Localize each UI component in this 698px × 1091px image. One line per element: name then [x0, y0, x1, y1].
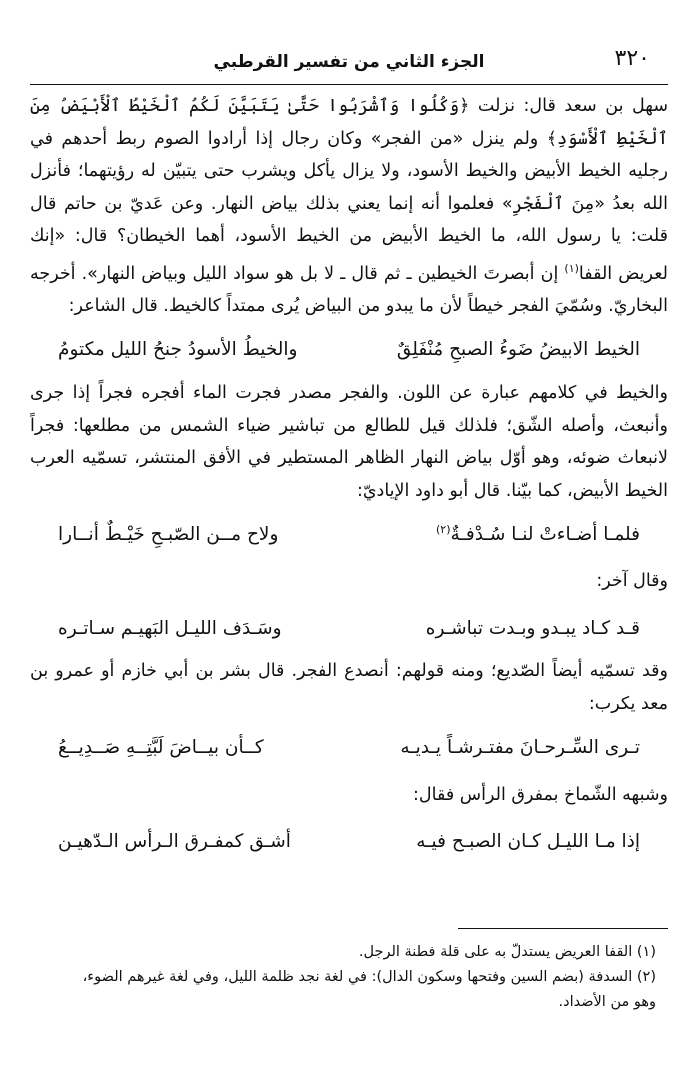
text-run: أبصرتَ الخيطين ـ ثم قال ـ لا بل هو سواد الليل وبياض النهار». أخرجه البخاريّ. وسُمّيَ — [30, 263, 668, 317]
text-run: لانبعاث ضوئه، وهو أوّل بياض النهار الظاهر المستطير في الأفق المنتشر، تسمّيه العرب — [30, 448, 668, 469]
intro-text: وشبهه الشّماخ بمفرق الرأس فقال: — [413, 784, 668, 805]
poetry-verse-5 — [30, 815, 668, 869]
text-run: الفجر خيطاً لأن ما يبدو من البياض يُرى ممتداً كالخيط. قال الشاعر: — [68, 296, 550, 317]
verse-second-hemistich: وسَـدَف الليـل البَهيـم سـاتـره — [58, 617, 282, 639]
text-run: معد يكرب: — [588, 693, 668, 714]
footnote-1: (١) القفا العريض يستدلّ به على قلة فطنة الرجل. — [358, 944, 656, 960]
poetry-verse-1 — [30, 323, 668, 377]
poetry-verse-2 — [30, 507, 668, 561]
intro-text: وقال آخر: — [596, 571, 668, 592]
page-number: ٣٢٠ — [614, 46, 650, 71]
verse-second-hemistich: كــأن بيــاضَ لَبَّتِــهِ صَــدِيــعُ — [58, 737, 264, 759]
running-title: الجزء الثاني من تفسير القرطبي — [213, 52, 485, 72]
quran-verse: مِنَ — [571, 193, 595, 214]
text-run: الخيط الأبيض، كما بيّنا. قال أبو داود الإياديّ: — [356, 480, 668, 501]
text-run: وأنبعث، وأصله الشّق؛ فلذلك قيل للطالع من تباشير ضياء الشمس من مطلعها: فجراً — [30, 415, 668, 436]
text-run: الأبيض والخيط الأسود، ولا يزال يأكل ويشرب حتى يتبيّن له رؤيتهما؛ فأنزل الله بعدُ « — [30, 161, 668, 214]
footnote-2-continuation: وهو من الأضداد. — [558, 994, 656, 1010]
paragraph-1 — [30, 90, 668, 323]
text-run: والخيط في كلامهم عبارة عن اللون. والفجر مصدر فجرت الماء أفجره فجراً إذا جرى — [30, 382, 668, 403]
footnote-divider — [458, 928, 668, 929]
verse-first-hemistich: الخيط الابيضُ ضَوءُ الصبحِ مُنْفَلِقٌ — [396, 339, 640, 361]
verse-first-hemistich: قـد كـاد يبـدو وبـدت تباشـره — [425, 617, 640, 639]
text-run: ولم ينزل «من الفجر» وكان رجال إذا أرادوا الصوم ربط أحدهم في رجليه الخيط — [30, 128, 668, 182]
verse-first-hemistich: تـرى السِّـرحـانَ مفتـرشـاً يـديـه — [400, 737, 640, 759]
hemistich-text: فلمـا أضـاءتْ لنـا سُـدْفـةٌ — [450, 524, 640, 546]
text-run: » فعلموا أنه إنما يعني بذلك بياض النهار. وعن عَديّ بن حاتم قال قلت: يا رسول — [30, 193, 668, 247]
text-run: الله، ما الخيط الأبيض من الخيط الأسود، أهما الخيطان؟ قال: «إنك لعريض القفا — [30, 226, 668, 284]
page-header — [30, 44, 668, 85]
poetry-verse-3 — [30, 601, 668, 655]
verse-intro-5 — [30, 775, 668, 815]
text-run: إن — [540, 263, 565, 284]
quran-verse: ﴿وَكُلُوا وَٱشْرَبُوا حَتَّىٰ يَتَبَيَّنَ لَكُمُ ٱلْخَيْطُ ٱلْأَبْيَضُ مِنَ ٱلْخَيْطِ — [30, 96, 668, 149]
page — [30, 0, 668, 1091]
quran-verse: ٱلْفَجْرِ — [512, 193, 564, 214]
verse-intro-3 — [30, 561, 668, 601]
text-run: وقد تسمّيه أيضاً الصّديع؛ ومنه قولهم: أنصدع الفجر. قال بشر بن أبي خازم أو عمرو بن — [30, 661, 668, 682]
footnotes — [40, 940, 656, 1015]
paragraph-2 — [30, 377, 668, 507]
poetry-verse-4 — [30, 721, 668, 775]
footnote-ref-1[interactable]: (١) — [564, 261, 579, 275]
footnote-ref-2[interactable]: (٢) — [436, 523, 451, 537]
verse-second-hemistich: أشـق كمفـرق الـرأس الـدّهيـن — [58, 831, 291, 853]
footnote-2: (٢) السدفة (بضم السين وفتحها وسكون الدال): في لغة نجد ظلمة الليل، وفي لغة غيرهم الضوء، — [82, 969, 656, 985]
verse-first-hemistich: إذا مـا الليـل كـان الصبـح فيـه — [416, 831, 640, 853]
paragraph-3 — [30, 655, 668, 720]
verse-second-hemistich: ولاح مــن الصّبـحِ خَيْـطٌ أنــارا — [58, 523, 279, 545]
verse-second-hemistich: والخيطُ الأسودُ جنحُ الليل مكتومُ — [58, 339, 298, 361]
text-run: سهل بن سعد قال: نزلت — [469, 96, 668, 116]
quran-verse: ٱلْأَسْوَدِ﴾ — [546, 128, 609, 149]
verse-first-hemistich — [436, 523, 640, 545]
page-body — [30, 90, 668, 869]
